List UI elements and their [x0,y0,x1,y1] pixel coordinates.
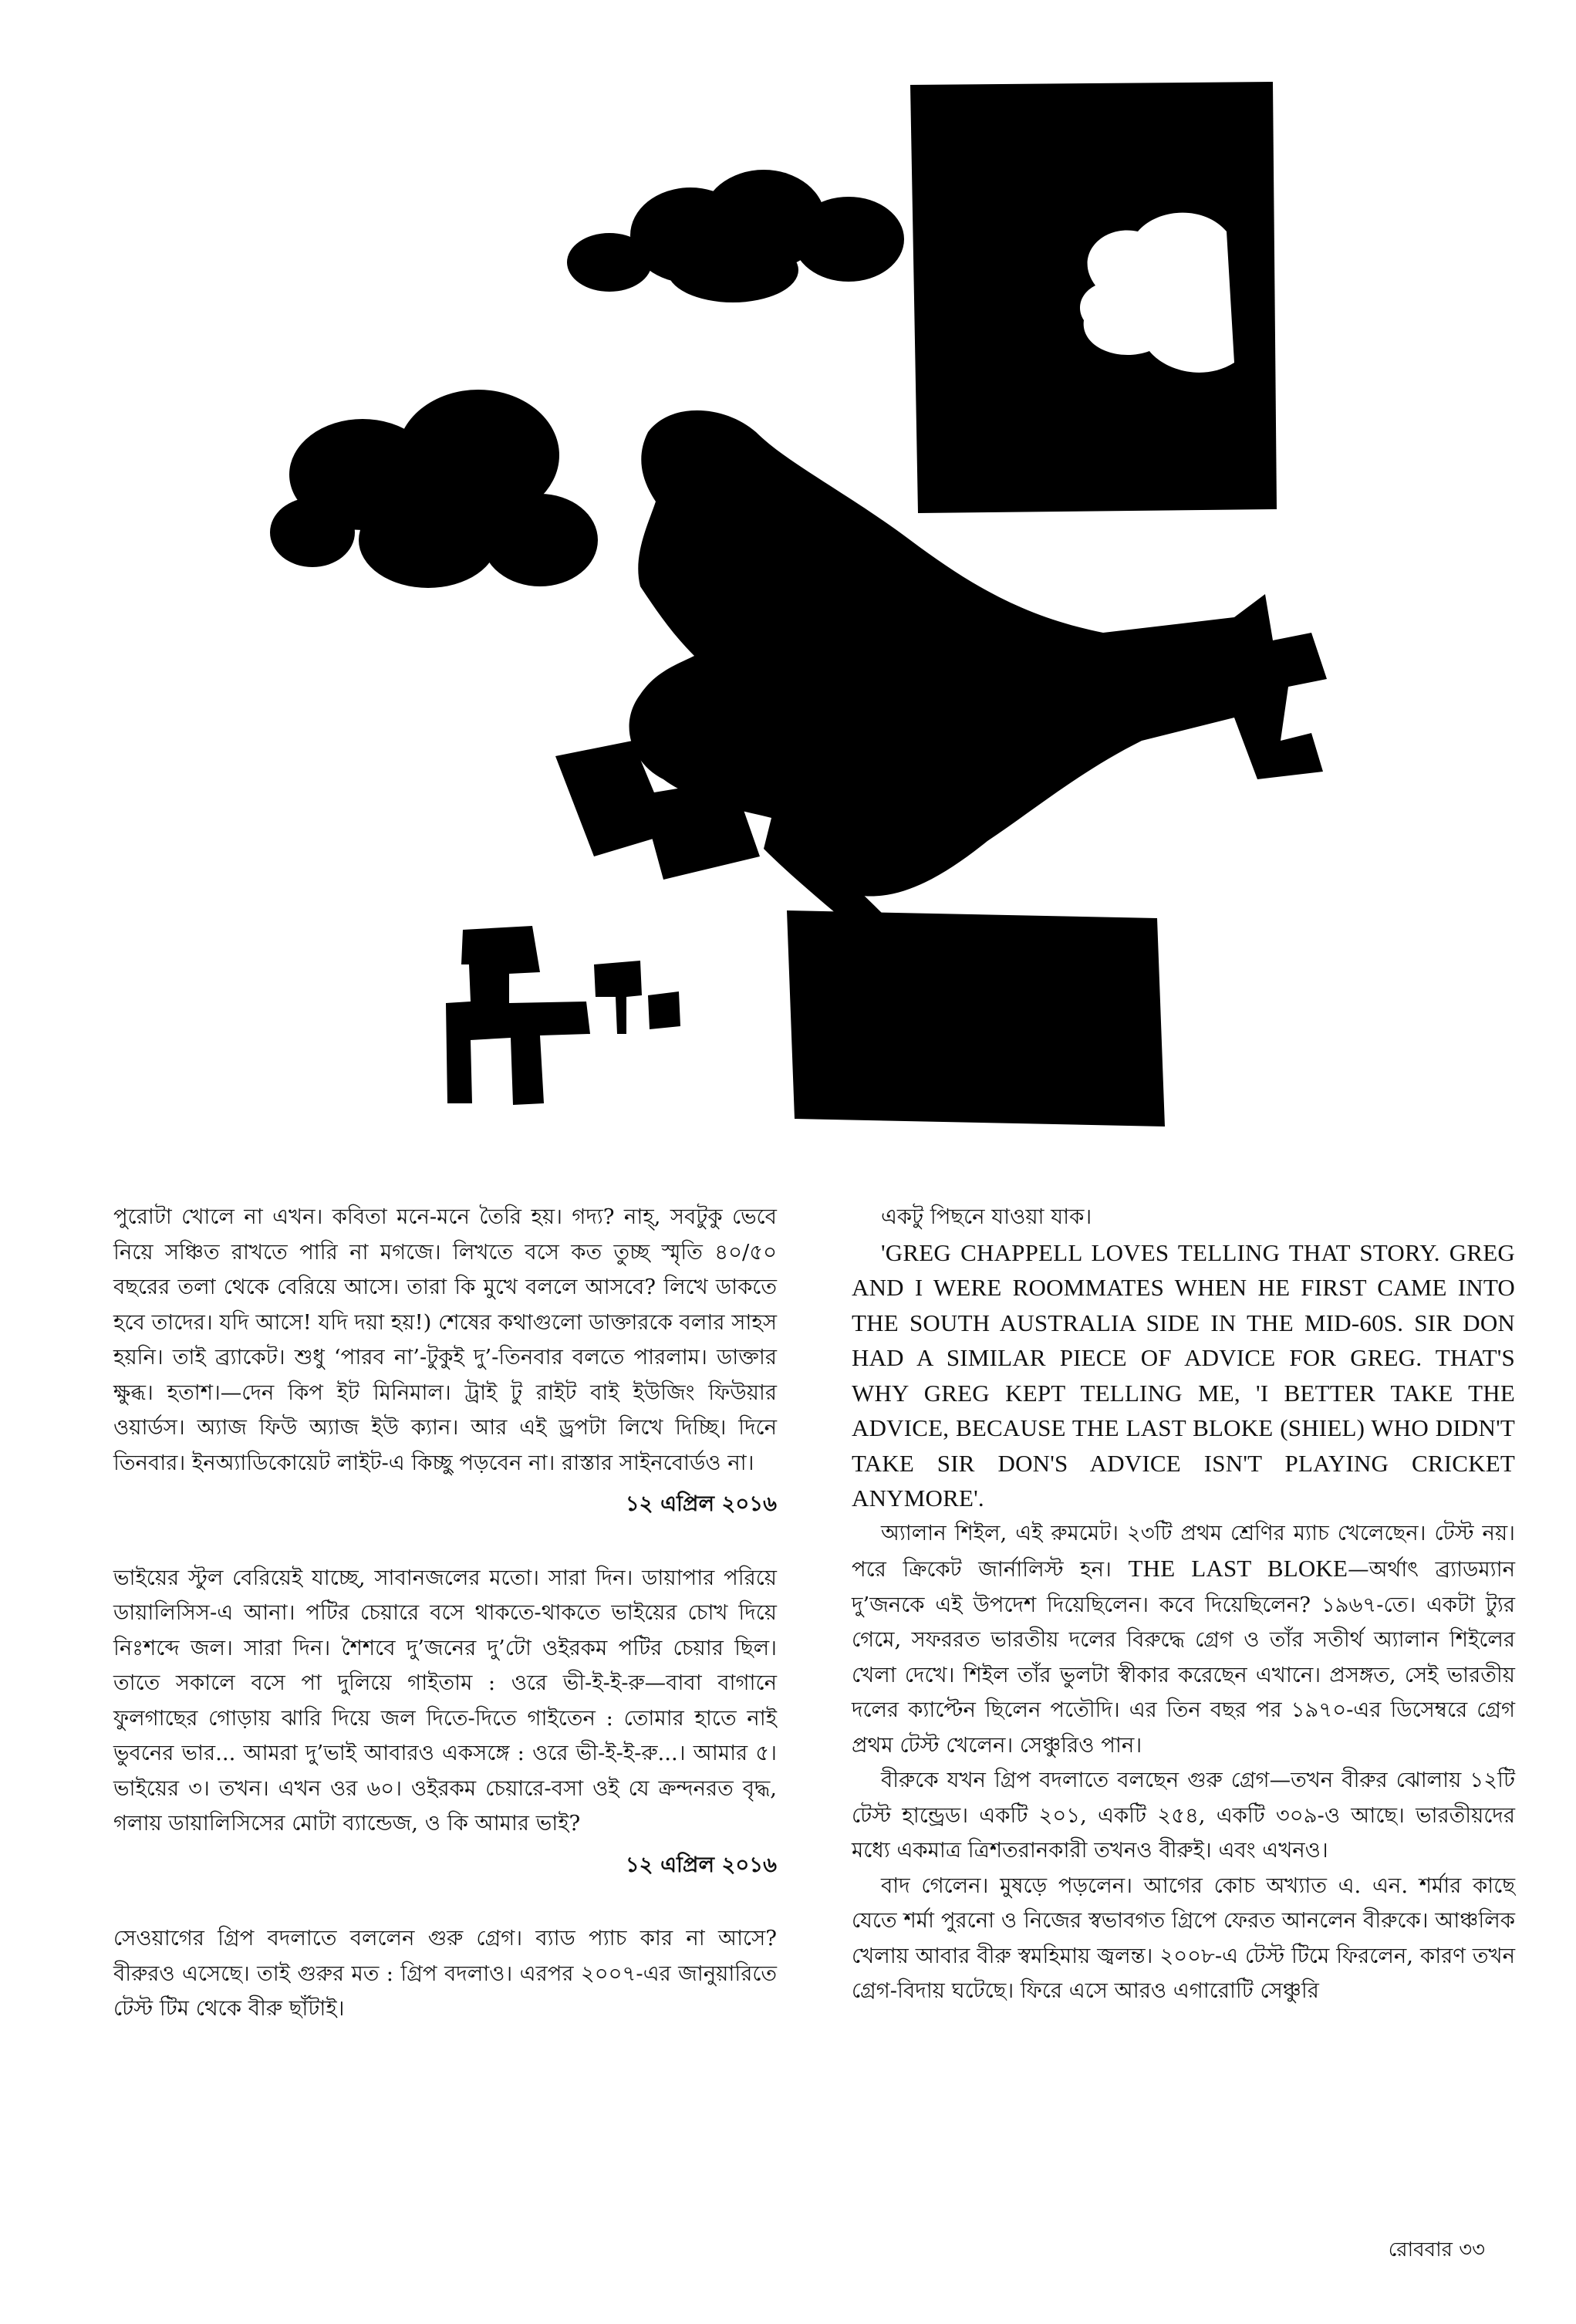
left-column [113,1200,777,2027]
right-column [852,1200,1515,2009]
paragraph: বীরুকে যখন গ্রিপ বদলাতে বলছেন গুরু গ্রেগ—তখন বীরুর ঝোলায় ১২টি টেস্ট হান্ড্রেড। একটি ২০১, একটি ২৫৪, একটি ৩০৯-ও আছে। ভারতীয়দের মধ্যে একমাত্র ত্রিশতরানকারী তখনও বীরুই। এবং এখনও। [852,1768,1515,1863]
english-quote: 'GREG CHAPPELL LOVES TELLING THAT STORY. GREG AND I WERE ROOMMATES WHEN HE FIRST CAME INTO THE SOUTH AUSTRALIA SIDE IN THE MID-60S. SIR DON HAD A SIMILAR PIECE OF ADVICE FOR GREG. THAT'S WHY GREG KEPT TELLING ME, 'I BETTER TAKE THE ADVICE, BECAUSE THE LAST BLOKE (SHIEL) WHO DIDN'T TAKE SIR DON'S ADVICE ISN'T PLAYING CRICKET ANYMORE'. [852,1238,1515,1512]
paragraph: বাদ গেলেন। মুষড়ে পড়লেন। আগের কোচ অখ্যাত এ. এন. শর্মার কাছে যেতে শর্মা পুরনো ও নিজের স্বভাবগত গ্রিপে ফেরত আনলেন বীরুকে। আঞ্চলিক খেলায় আবার বীরু স্বমহিমায় জ্বলন্ত। ২০০৮-এ টেস্ট টিমে ফিরলেন, কারণ তখন গ্রেগ-বিদায় ঘটেছে। ফিরে এসে আরও এগারোটি সেঞ্চুরি [852,1873,1515,2003]
date-line: ১২ এপ্রিল ২০১৬ [625,1852,777,1877]
paragraph [852,1516,1515,1764]
paragraph: পুরোটা খোলে না এখন। কবিতা মনে-মনে তৈরি হয়। গদ্য? নাহ্‌, সবটুকু ভেবে নিয়ে সঞ্চিত রাখতে পারি না মগজে। লিখতে বসে কত তুচ্ছ স্মৃতি ৪০/৫০ বছরের তলা থেকে বেরিয়ে আসে। তারা কি মুখে বললে আসবে? লিখে ডাকতে হবে তাদের। যদি আসে! যদি দয়া হয়!) শেষের কথাগুলো ডাক্তারকে বলার সাহস হয়নি। তাই ব্র্যাকেট। শুধু ‘পারব না’-টুকুই দু’-তিনবার বলতে পারলাম। ডাক্তার ক্ষুব্ধ। হতাশ।—দেন কিপ ইট মিনিমাল। ট্রাই টু রাইট বাই ইউজিং ফিউয়ার ওয়ার্ডস। অ্যাজ ফিউ অ্যাজ ইউ ক্যান। আর এই ড্রপটা লিখে দিচ্ছি। দিনে তিনবার। ইনঅ্যাডিকোয়েট লাইট-এ কিচ্ছু পড়বেন না। রাস্তার সাইনবোর্ডও না। [113,1204,777,1475]
illustration [0,0,1576,1157]
black-box [787,910,1165,1127]
cloud-left [270,390,598,588]
paragraph-text: অ্যালান শিইল, এই রুমমেট। ২৩টি প্রথম শ্রেণির ম্যাচ খেলেছেন। টেস্ট নয়। পরে ক্রিকেট জার্নালিস্ট হন। [852,1520,1515,1582]
date-line: ১২ এপ্রিল ২০১৬ [625,1491,777,1516]
cloud-top [567,170,904,302]
paragraph: সেওয়াগের গ্রিপ বদলাতে বললেন গুরু গ্রেগ। ব্যাড প্যাচ কার না আসে? বীরুরও এসেছে। তাই গুরুর মত : গ্রিপ বদলাও। এরপর ২০০৭-এর জানুয়ারিতে টেস্ট টিম থেকে বীরু ছাঁটাই। [113,1926,777,2021]
english-phrase: THE LAST BLOKE [1128,1555,1348,1582]
table-chair [446,926,680,1105]
paragraph: ভাইয়ের স্টুল বেরিয়েই যাচ্ছে, সাবানজলের মতো। সারা দিন। ডায়াপার পরিয়ে ডায়ালিসিস-এ আনা। পটির চেয়ারে বসে থাকতে-থাকতে ভাইয়ের চোখ দিয়ে নিঃশব্দে জল। সারা দিন। শৈশবে দু’জনের দু’টো ওইরকম পটির চেয়ার ছিল। তাতে সকালে বসে পা দুলিয়ে গাইতাম : ওরে ভী-ই-ই-রু—বাবা বাগানে ফুলগাছের গোড়ায় ঝারি দিয়ে জল দিতে-দিতে গাইতেন : তোমার হাতে নাই ভুবনের ভার... আমরা দু’ভাই আবারও একসঙ্গে : ওরে ভী-ই-ই-রু...। আমার ৫। ভাইয়ের ৩। তখন। এখন ওর ৬০। ওইরকম চেয়ারে-বসা ওই যে ক্রন্দনরত বৃদ্ধ, গলায় ডায়ালিসিসের মোটা ব্যান্ডেজ, ও কি আমার ভাই? [113,1565,777,1836]
page-folio: রোববার ৩৩ [1388,2238,1485,2262]
window-with-moon [910,82,1277,513]
paragraph: একটু পিছনে যাওয়া যাক। [881,1204,1092,1229]
paragraph-text: —অর্থাৎ ব্র্যাডম্যান দু’জনকে এই উপদেশ দিয়েছিলেন। কবে দিয়েছিলেন? ১৯৬৭-তে। একটা ট্যুর গেমে, সফররত ভারতীয় দলের বিরুদ্ধে গ্রেগ ও তাঁর সতীর্থ অ্যালান শিইলের খেলা দেখে। শিইল তাঁর ভুলটা স্বীকার করেছেন এখানে। প্রসঙ্গত, সেই ভারতীয় দলের ক্যাপ্টেন ছিলেন পতৌদি। এর তিন বছর পর ১৯৭০-এর ডিসেম্বরে গ্রেগ প্রথম টেস্ট খেলেন। সেঞ্চুরিও পান। [852,1557,1515,1758]
